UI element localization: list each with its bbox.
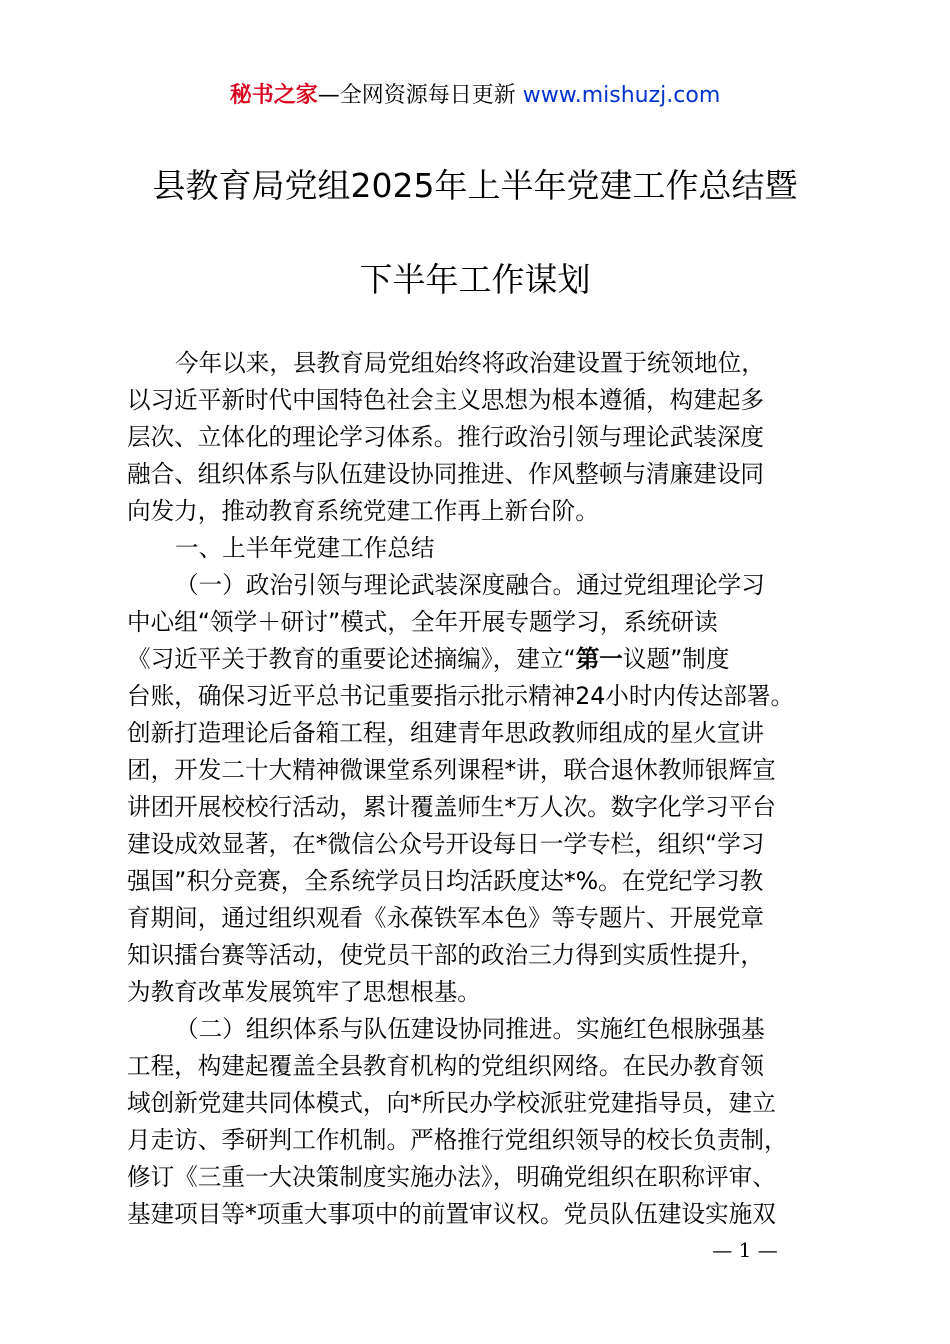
text-line: 强国”积分竞赛，全系统学员日均活跃度达*%。在党纪学习教 bbox=[127, 867, 764, 895]
text-line bbox=[127, 641, 855, 678]
text-line: 工程，构建起覆盖全县教育机构的党组织网络。在民办教育领 bbox=[127, 1052, 765, 1080]
text-line: 建设成效显著，在*微信公众号开设每日一学专栏，组织“学习 bbox=[127, 830, 765, 858]
text-line: 层次、立体化的理论学习体系。推行政治引领与理论武装深度 bbox=[127, 423, 765, 451]
text-line: 为教育改革发展筑牢了思想根基。 bbox=[127, 978, 481, 1006]
document-title-line-1: 县教育局党组2025年上半年党建工作总结暨 bbox=[152, 166, 798, 205]
text-line: 融合、组织体系与队伍建设协同推进、作风整顿与清廉建设同 bbox=[127, 460, 765, 488]
text-line: 以习近平新时代中国特色社会主义思想为根本遵循，构建起多 bbox=[127, 386, 765, 414]
text-line: （二）组织体系与队伍建设协同推进。实施红色根脉强基 bbox=[175, 1015, 765, 1043]
text-line: 讲团开展校校行活动，累计覆盖师生*万人次。数字化学习平台 bbox=[127, 793, 776, 821]
section-heading: 一、上半年党建工作总结 bbox=[175, 534, 435, 562]
site-url-link[interactable]: www.mishuzj.com bbox=[522, 83, 721, 108]
text-line: 向发力，推动教育系统党建工作再上新台阶。 bbox=[127, 497, 599, 525]
text-line: 今年以来，县教育局党组始终将政治建设置于统领地位， bbox=[175, 349, 765, 377]
document-body bbox=[127, 345, 855, 1233]
text-line: 域创新党建共同体模式，向*所民办学校派驻党建指导员，建立 bbox=[127, 1089, 776, 1117]
text-segment: 《习近平关于教育的重要论述摘编》，建立“ bbox=[127, 645, 576, 673]
bold-text: 第一 bbox=[575, 645, 623, 673]
text-line: 团，开发二十大精神微课堂系列课程*讲，联合退休教师银辉宣 bbox=[127, 756, 776, 784]
text-line: 修订《三重一大决策制度实施办法》，明确党组织在职称评审、 bbox=[127, 1163, 776, 1191]
text-line: 台账，确保习近平总书记重要指示批示精神24小时内传达部署。 bbox=[127, 682, 795, 710]
text-line: 创新打造理论后备箱工程，组建青年思政教师组成的星火宣讲 bbox=[127, 719, 765, 747]
text-line: 育期间，通过组织观看《永葆铁军本色》等专题片、开展党章 bbox=[127, 904, 765, 932]
site-header bbox=[0, 80, 950, 112]
text-line: 月走访、季研判工作机制。严格推行党组织领导的校长负责制， bbox=[127, 1126, 788, 1154]
text-line: （一）政治引领与理论武装深度融合。通过党组理论学习 bbox=[175, 571, 765, 599]
document-title-line-2: 下半年工作谋划 bbox=[359, 260, 591, 299]
text-line: 基建项目等*项重大事项中的前置审议权。党员队伍建设实施双 bbox=[127, 1200, 776, 1228]
page-number: — 1 — bbox=[712, 1238, 778, 1262]
text-segment: 议题”制度 bbox=[622, 645, 730, 673]
brand-name: 秘书之家 bbox=[229, 83, 318, 108]
header-slogan: —全网资源每日更新 bbox=[317, 83, 523, 108]
text-line: 中心组“领学＋研讨”模式，全年开展专题学习，系统研读 bbox=[127, 608, 718, 636]
text-line: 知识擂台赛等活动，使党员干部的政治三力得到实质性提升， bbox=[127, 941, 765, 969]
